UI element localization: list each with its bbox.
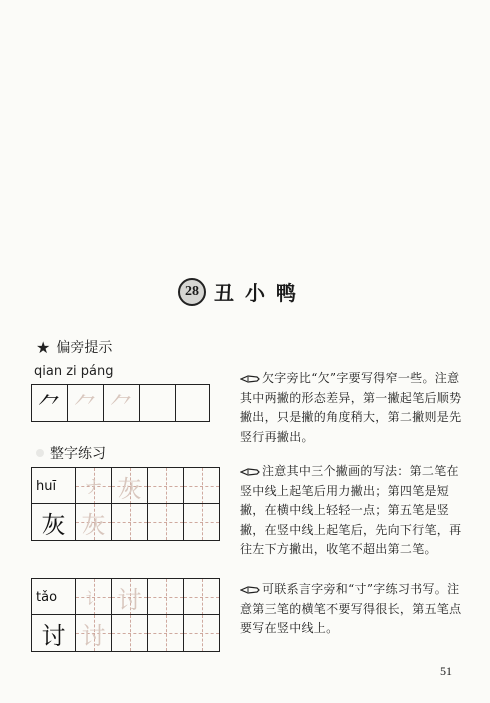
char2-trace-char: 讨: [117, 585, 142, 614]
char1-row-top: [31, 467, 220, 504]
char1-model-cell: [32, 504, 76, 540]
pointing-hand-icon: [240, 585, 260, 595]
note-radical-text: 欠字旁比“欠”字要写得窄一些。注意其中两撇的形态差异，第一撇起笔后顺势撇出，只是撇的角度稍大，第二撇则是先竖行再撇出。: [240, 371, 462, 444]
note-char2: [240, 580, 464, 639]
note-radical: [240, 369, 464, 447]
radical-cell-empty: [176, 385, 210, 421]
char1-cell-empty: [112, 504, 148, 540]
char2-cell-empty: [148, 615, 184, 651]
radical-pinyin: qian zi páng: [34, 364, 114, 379]
char1-pinyin: huī: [36, 478, 57, 494]
char1-cell: [76, 504, 112, 540]
char1-trace-char: 灰: [81, 510, 106, 539]
char2-pinyin-cell: [32, 579, 76, 615]
page-number: 51: [440, 664, 452, 678]
char2-model-char: 讨: [41, 621, 66, 650]
section-radical-label: 偏旁提示: [56, 340, 113, 356]
char2-model-cell: [32, 615, 76, 651]
char2-cell: [112, 579, 148, 615]
char2-row-bottom: [31, 614, 220, 652]
char2-cell-empty: [112, 615, 148, 651]
radical-char: ⺈: [37, 391, 62, 420]
char1-cell-empty: [184, 504, 220, 540]
char2-cell: [76, 579, 112, 615]
char1-cell-empty: [148, 504, 184, 540]
bullet-icon: [36, 449, 44, 457]
char1-trace-partial: ナ: [84, 477, 103, 498]
char2-cell-empty: [148, 579, 184, 615]
char1-pinyin-cell: [32, 468, 76, 504]
radical-cell-trace: [68, 385, 104, 421]
char2-cell: [76, 615, 112, 651]
char2-row-top: [31, 578, 220, 615]
char1-model-char: 灰: [41, 510, 66, 539]
char1-cell-empty: [148, 468, 184, 504]
char1-trace-char: 灰: [117, 474, 142, 503]
char1-cell-empty: [184, 468, 220, 504]
radical-grid: [31, 384, 210, 422]
section-whole-char-label: 整字练习: [50, 446, 106, 462]
char2-trace-partial: 讠: [85, 588, 102, 608]
note-char1-text: 注意其中三个撇画的写法：第二笔在竖中线上起笔后用力撇出；第四笔是短撇，在横中线上轻轻一点；第五笔是竖撇，在竖中线上起笔后，先向下行笔，再往左下方撇出，收笔不超出第二笔。: [240, 464, 462, 556]
radical-cell-trace: [104, 385, 140, 421]
radical-trace-char: ⺈: [73, 391, 98, 420]
note-char2-text: 可联系言字旁和“寸”字练习书写。注意第三笔的横笔不要写得很长，第五笔点要写在竖中线上。: [240, 582, 462, 635]
pointing-hand-icon: [240, 374, 260, 384]
char2-trace-char: 讨: [81, 621, 106, 650]
lesson-number-badge: 28: [178, 278, 206, 306]
char1-row-bottom: [31, 503, 220, 541]
radical-cell-solid: [32, 385, 68, 421]
char1-cell: [112, 468, 148, 504]
star-icon: ★: [36, 337, 51, 357]
pointing-hand-icon: [240, 467, 260, 477]
radical-cell-empty: [140, 385, 176, 421]
radical-trace-char: ⺈: [109, 391, 134, 420]
lesson-title-block: [178, 277, 307, 306]
char2-pinyin: tǎo: [36, 589, 58, 605]
char2-cell-empty: [184, 579, 220, 615]
char1-cell: [76, 468, 112, 504]
char2-cell-empty: [184, 615, 220, 651]
lesson-title: 丑小鸭: [214, 281, 307, 305]
note-char1: [240, 462, 464, 560]
section-whole-char-heading: [36, 443, 106, 463]
section-radical-heading: [36, 337, 112, 357]
